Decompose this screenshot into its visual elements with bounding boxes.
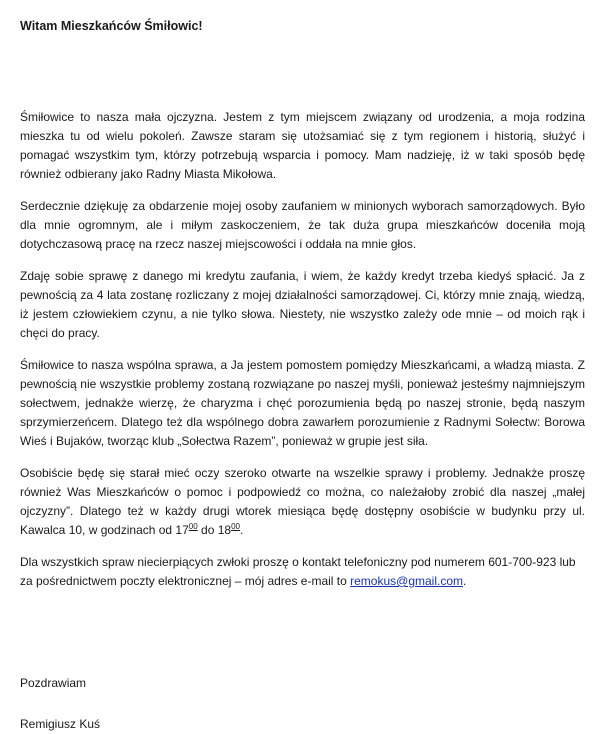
paragraph-common-cause: Śmiłowice to nasza wspólna sprawa, a Ja jestem pomostem pomiędzy Mieszkańcami, a władzą miasta. Z pewnością nie wszystkie problemy zostaną rozwiązane po naszej myśli, ponieważ jesteśmy najmniejszym sołectwem, jednakże wierzę, że charyzma i chęć porozumienia będą po naszej stronie, będą naszym sprzymierzeńcem. Dlatego też dla wspólnego dobra zawarłem porozumienie z Radnymi Sołectw: Borowa Wieś i Bujaków, tworząc klub „Sołectwa Razem”, ponieważ w grupie jest siła. bbox=[20, 358, 585, 448]
paragraph-intro: Śmiłowice to nasza mała ojczyzna. Jestem z tym miejscem związany od urodzenia, a moja rodzina mieszka tu od wielu pokoleń. Zawsze staram się utożsamiać się z tym regionem i historią, służyć i pomagać wszystkim tym, którzy potrzebują wsparcia i pomocy. Mam nadzieję, iż w taki sposób będę również odbierany jako Radny Miasta Mikołowa. bbox=[20, 110, 585, 181]
letter-page bbox=[20, 12, 585, 734]
spacer bbox=[20, 40, 585, 108]
closing-greeting: Pozdrawiam bbox=[20, 676, 87, 690]
office-hours-end: . bbox=[239, 523, 244, 537]
hour-superscript-end: 00 bbox=[231, 522, 240, 531]
email-link[interactable]: remokus@gmail.com bbox=[350, 574, 464, 588]
spacer bbox=[20, 604, 585, 674]
contact-text: Dla wszystkich spraw niecierpiących zwłoki proszę o kontakt telefoniczny pod numerem 601-700-923 lub za pośrednictwem poczty elektronicznej – mój adres e-mail to bbox=[20, 555, 576, 588]
paragraph-trust: Zdaję sobie sprawę z danego mi kredytu zaufania, i wiem, że każdy kredyt trzeba kiedyś spłacić. Ja z pewnością za 4 lata zostanę rozliczany z mojej działalności samorządowej. Ci, którzy mnie znają, wiedzą, iż jestem człowiekiem czynu, a nie tylko słowa. Niestety, nie wszystko zależy ode mnie – od moich rąk i chęci do pracy. bbox=[20, 269, 585, 340]
paragraph-office-hours bbox=[20, 464, 585, 540]
paragraph-thanks: Serdecznie dziękuję za obdarzenie mojej osoby zaufaniem w minionych wyborach samorządowych. Było dla mnie ogromnym, ale i miłym zaskoczeniem, że tak duża grupa mieszkańców doceniła moją dotychczasową pracę na rzecz naszej miejscowości i oddała na mnie głos. bbox=[20, 199, 585, 251]
hour-superscript-start: 00 bbox=[188, 522, 198, 531]
office-hours-text: Osobiście będę się starał mieć oczy szeroko otwarte na wszelkie sprawy i problemy. Jednakże proszę również Was Mieszkańców o pomoc i podpowiedź co można, co należałoby zrobić dla naszej „małej ojczyzny”. Dlatego też w każdy drugi wtorek miesiąca będę dostępny osobiście w budynku przy ul. Kawalca 10, w godzinach od 17 bbox=[20, 466, 585, 537]
signature-name: Remigiusz Kuś bbox=[20, 717, 101, 731]
letter-heading: Witam Mieszkańców Śmiłowic! bbox=[20, 19, 203, 33]
paragraph-contact bbox=[20, 553, 585, 591]
office-hours-mid: do 18 bbox=[197, 523, 232, 537]
contact-end: . bbox=[463, 574, 467, 588]
spacer bbox=[20, 693, 585, 715]
